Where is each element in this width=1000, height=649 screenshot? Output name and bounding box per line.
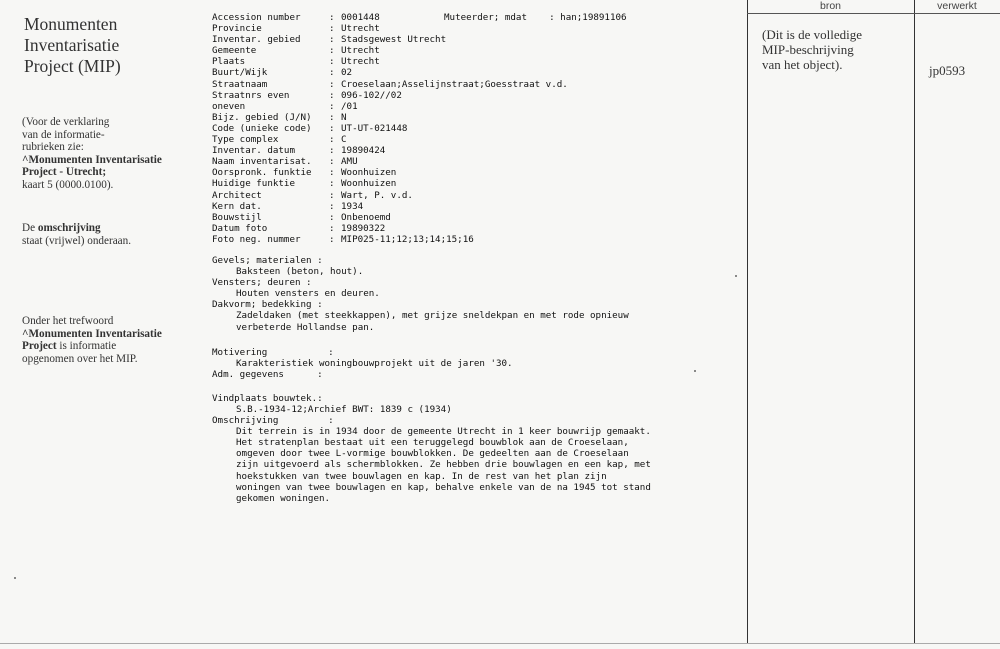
field-value: Utrecht: [341, 56, 380, 68]
field-separator: :: [329, 178, 335, 190]
record-field-row: [212, 212, 732, 223]
field-key: Straatnaam: [212, 78, 268, 90]
omschrijving-label: Omschrijving :: [212, 415, 334, 427]
scan-speck: [14, 577, 16, 579]
note-line: staat (vrijwel) onderaan.: [22, 234, 132, 247]
field-key: Type complex: [212, 134, 279, 146]
field-separator: :: [329, 78, 335, 90]
field-value: Croeselaan;Asselijnstraat;Goesstraat v.d.: [341, 78, 568, 90]
field-separator: :: [329, 34, 335, 46]
mip-record: [212, 12, 732, 504]
record-field-row: [212, 90, 732, 101]
field-separator: :: [329, 200, 335, 212]
field-key: Datum foto: [212, 222, 268, 234]
omschrijving-line: woningen van twee bouwlagen en kap, behalve enkele van de na 1945 tot stand: [236, 481, 651, 493]
omschrijving-line: hoekstukken van twee bouwlagen en kap. In de rest van het plan zijn: [236, 470, 607, 482]
verwerkt-header: verwerkt: [937, 0, 977, 12]
mip-title-line: Project (MIP): [24, 56, 121, 76]
record-field-row: [212, 134, 732, 145]
bron-header: bron: [819, 0, 841, 12]
record-field-row: [212, 123, 732, 134]
note-line: rubrieken zie:: [22, 141, 84, 154]
gevels-label: Gevels; materialen :: [212, 254, 323, 266]
field-key: Accession number: [212, 12, 301, 23]
field-separator: :: [329, 145, 335, 157]
field-key: Foto neg. nummer: [212, 233, 301, 245]
field-value: 096-102//02: [341, 89, 402, 101]
omschrijving-line: omgeven door twee L-vormige bouwblokken. De gedeelten aan de Croeselaan: [236, 448, 629, 460]
record-field-row: [212, 178, 732, 189]
field-value: /01: [341, 100, 358, 112]
field-separator: :: [329, 211, 335, 223]
field-key: Inventar. gebied: [212, 34, 301, 46]
note-line: opgenomen over het MIP.: [22, 352, 138, 365]
note-bold: ^Monumenten Inventarisatie: [22, 327, 162, 340]
mip-title: [24, 14, 121, 77]
omschrijving-line: gekomen woningen.: [236, 492, 331, 504]
note-text: De: [22, 222, 38, 234]
adm-label: Adm. gegevens :: [212, 368, 323, 380]
note-line: van de informatie-: [22, 128, 105, 141]
mip-title-line: Monumenten: [24, 14, 118, 34]
trefwoord-note: [22, 315, 212, 365]
field-key: Provincie: [212, 23, 262, 35]
dakvorm-line: verbeterde Hollandse pan.: [236, 321, 375, 333]
bron-text: [762, 27, 922, 72]
field-separator: :: [329, 45, 335, 57]
dakvorm-label: Dakvorm; bedekking :: [212, 299, 323, 311]
column-divider: [914, 0, 915, 643]
field-key: Bouwstijl: [212, 211, 262, 223]
motivering-label: Motivering :: [212, 346, 334, 358]
field-value: Woonhuizen: [341, 178, 397, 190]
record-field-row: [212, 23, 732, 34]
vensters-label: Vensters; deuren :: [212, 277, 312, 289]
field-value: UT-UT-021448: [341, 122, 408, 134]
vindplaats-label: Vindplaats bouwtek.:: [212, 392, 323, 404]
field-value: 1934: [341, 200, 364, 212]
omschrijving-line: Dit terrein is in 1934 door de gemeente Utrecht in 1 keer bouwrijp gemaakt.: [236, 426, 651, 438]
field-key: Inventar. datum: [212, 145, 295, 157]
record-fields: [212, 12, 732, 245]
field-separator: :: [329, 111, 335, 123]
field-key: Gemeente: [212, 45, 257, 57]
field-value: 0001448: [341, 12, 380, 23]
field-separator: :: [329, 56, 335, 68]
bron-line: van het object).: [762, 57, 843, 72]
explanation-note: [22, 116, 212, 192]
note-bold: Project: [22, 340, 57, 353]
record-field-row: [212, 34, 732, 45]
gevels-value: Baksteen (beton, hout).: [236, 266, 364, 278]
scan-speck: [735, 275, 737, 277]
field-key: Oorspronk. funktie: [212, 167, 312, 179]
record-field-row: [212, 223, 732, 234]
record-field-row: [212, 79, 732, 90]
verwerkt-value: jp0593: [929, 63, 966, 78]
field-value: 19890322: [341, 222, 386, 234]
field-value: C: [341, 134, 347, 146]
bron-line: (Dit is de volledige: [762, 27, 863, 42]
record-field-row: [212, 56, 732, 67]
field-separator: :: [329, 189, 335, 201]
field-value: Utrecht: [341, 45, 380, 57]
field-value: Wart, P. v.d.: [341, 189, 413, 201]
field-value: Woonhuizen: [341, 167, 397, 179]
column-divider: [747, 0, 748, 643]
record-field-row: [212, 112, 732, 123]
dakvorm-line: Zadeldaken (met steekkappen), met grijze sneldekpan en met rode opnieuw: [236, 310, 629, 322]
record-field-row: [212, 234, 732, 245]
field-key: Huidige funktie: [212, 178, 295, 190]
vindplaats-value: S.B.-1934-12;Archief BWT: 1839 c (1934): [236, 404, 452, 415]
field-separator: :: [329, 100, 335, 112]
field-key: Plaats: [212, 56, 246, 68]
note-line: kaart 5 (0000.0100).: [22, 178, 114, 191]
field-separator: :: [329, 67, 335, 79]
record-field-row: [212, 156, 732, 167]
motivering-value: Karakteristiek woningbouwprojekt uit de jaren '30.: [236, 357, 513, 369]
note-bold: ^Monumenten Inventarisatie: [22, 153, 162, 166]
record-field-row: [212, 201, 732, 212]
field-separator: :: [329, 233, 335, 245]
field-value: Utrecht: [341, 23, 380, 35]
field-separator: :: [329, 23, 335, 35]
muteerder-field: Muteerder; mdat : han;19891106: [444, 12, 627, 23]
mip-title-line: Inventarisatie: [24, 35, 120, 55]
note-text: is informatie: [56, 340, 117, 353]
field-value: Onbenoemd: [341, 211, 391, 223]
record-field-row: [212, 145, 732, 156]
field-value: 02: [341, 67, 353, 79]
record-field-row: [212, 190, 732, 201]
vensters-value: Houten vensters en deuren.: [236, 288, 380, 300]
field-key: Straatnrs even: [212, 89, 290, 101]
note-bold: Project - Utrecht;: [22, 166, 107, 179]
record-field-row: [212, 167, 732, 178]
field-separator: :: [329, 222, 335, 234]
field-key: Architect: [212, 189, 262, 201]
field-value: AMU: [341, 156, 358, 168]
field-key: Kern dat.: [212, 200, 262, 212]
field-value: 19890424: [341, 145, 386, 157]
scan-speck: [694, 370, 696, 372]
header-rule: [747, 13, 1000, 14]
record-field-row: [212, 67, 732, 78]
bottom-rule: [0, 643, 1000, 644]
field-separator: :: [329, 167, 335, 179]
record-field-row: [212, 45, 732, 56]
field-key: Bijz. gebied (J/N): [212, 111, 312, 123]
omschrijving-text: [212, 426, 726, 504]
field-key: Code (unieke code): [212, 122, 312, 134]
note-bold: omschrijving: [37, 222, 101, 234]
field-key: oneven: [212, 100, 246, 112]
omschrijving-note: [22, 222, 212, 247]
field-separator: :: [329, 12, 335, 23]
field-value: Stadsgewest Utrecht: [341, 34, 447, 46]
field-key: Naam inventarisat.: [212, 156, 312, 168]
note-line: (Voor de verklaring: [22, 116, 110, 128]
omschrijving-line: zijn uitgevoerd als schermblokken. Ze hebben drie bouwlagen en een kap, met: [236, 459, 651, 471]
field-separator: :: [329, 122, 335, 134]
note-line: Onder het trefwoord: [22, 315, 114, 327]
field-separator: :: [329, 156, 335, 168]
bron-line: MIP-beschrijving: [762, 42, 854, 57]
omschrijving-line: Het stratenplan bestaat uit een teruggelegd bouwblok aan de Croeselaan,: [236, 437, 629, 449]
record-field-row: [212, 101, 732, 112]
field-value: N: [341, 111, 347, 123]
field-separator: :: [329, 89, 335, 101]
field-key: Buurt/Wijk: [212, 67, 268, 79]
field-separator: :: [329, 134, 335, 146]
field-value: MIP025-11;12;13;14;15;16: [341, 233, 474, 245]
